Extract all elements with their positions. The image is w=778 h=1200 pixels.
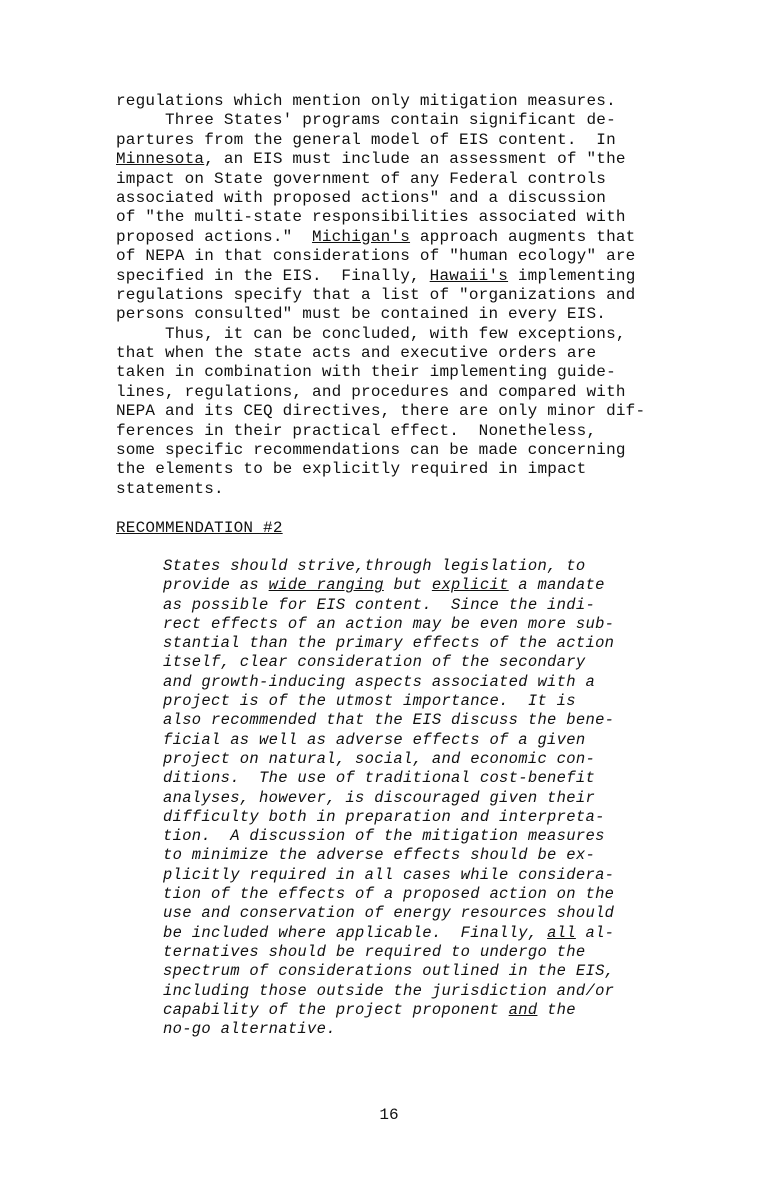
text-segment: analyses, however, is discouraged given their	[163, 788, 596, 807]
text-line	[163, 576, 683, 595]
text-line	[116, 170, 696, 189]
text-line	[116, 363, 696, 382]
text-line	[163, 789, 683, 808]
text-line	[116, 131, 696, 150]
text-line	[163, 634, 683, 653]
text-segment: stantial than the primary effects of the action	[163, 634, 615, 653]
text-line	[116, 402, 696, 421]
text-segment: provide as	[163, 576, 269, 595]
text-line	[163, 982, 683, 1001]
text-segment: tion. A discussion of the mitigation measures	[163, 827, 605, 846]
text-segment: spectrum of considerations outlined in the EIS,	[163, 962, 615, 981]
text-segment: of NEPA in that considerations of "human ecology" are	[116, 247, 636, 266]
text-segment: no-go alternative.	[163, 1020, 336, 1039]
text-segment: also recommended that the EIS discuss the bene-	[163, 711, 615, 730]
text-segment: lines, regulations, and procedures and compared with	[116, 382, 626, 401]
underlined-text: all	[547, 923, 576, 942]
text-line	[163, 711, 683, 730]
text-line	[116, 441, 696, 460]
text-segment: be included where applicable. Finally,	[163, 923, 548, 942]
text-line	[163, 673, 683, 692]
text-line	[116, 344, 696, 363]
text-segment: tion of the effects of a proposed action on the	[163, 885, 615, 904]
text-line	[116, 460, 696, 479]
text-line	[116, 286, 696, 305]
text-segment: States should strive,through legislation, to	[163, 557, 586, 575]
text-line	[116, 325, 696, 344]
text-line	[163, 692, 683, 711]
text-segment: but	[383, 576, 432, 595]
text-segment: a mandate	[508, 576, 605, 595]
underlined-text: Hawaii's	[429, 266, 509, 285]
text-segment: the elements to be explicitly required in impact	[116, 460, 587, 479]
text-segment: ferences in their practical effect. Nonetheless,	[116, 421, 597, 440]
text-segment: al-	[575, 923, 615, 942]
text-segment: project is of the utmost importance. It is	[163, 692, 576, 711]
text-segment: , an EIS must include an assessment of "the	[204, 150, 626, 169]
text-line	[116, 422, 696, 441]
text-line	[163, 962, 683, 981]
text-line	[116, 208, 696, 227]
recommendation-text	[163, 557, 683, 1039]
text-segment: rect effects of an action may be even more sub-	[163, 614, 615, 633]
text-line	[116, 305, 696, 324]
text-segment: of "the multi-state responsibilities associated with	[116, 208, 626, 227]
text-line	[116, 111, 696, 130]
text-line	[163, 596, 683, 615]
text-segment: ditions. The use of traditional cost-benefit	[163, 769, 596, 788]
text-segment: capability of the project proponent	[163, 1000, 509, 1019]
text-line	[163, 653, 683, 672]
text-segment: regulations which mention only mitigation measures.	[116, 92, 616, 110]
text-segment: itself, clear consideration of the secondary	[163, 653, 586, 672]
underlined-text: and	[508, 1000, 538, 1019]
body-text	[116, 92, 696, 499]
text-line	[163, 769, 683, 788]
text-segment: regulations specify that a list of "organizations and	[116, 285, 636, 304]
text-line	[163, 885, 683, 904]
text-segment: taken in combination with their implementing guide-	[116, 363, 616, 382]
text-segment: some specific recommendations can be made concerning	[116, 441, 626, 460]
text-line	[116, 480, 696, 499]
page-number: 16	[379, 1106, 399, 1124]
text-segment: proposed actions."	[116, 227, 313, 246]
text-segment: Three States' programs contain significant de-	[116, 111, 616, 130]
text-segment: the	[537, 1000, 576, 1019]
text-line	[163, 750, 683, 769]
text-line	[163, 904, 683, 923]
underlined-text: wide ranging	[268, 576, 384, 595]
text-line	[163, 866, 683, 885]
text-segment: impact on State government of any Federal controls	[116, 169, 607, 188]
underlined-text: Minnesota	[116, 150, 205, 169]
underlined-text: Michigan's	[312, 227, 411, 246]
text-segment: partures from the general model of EIS content. In	[116, 130, 616, 149]
text-line	[163, 731, 683, 750]
text-segment: statements.	[116, 479, 224, 498]
text-segment: NEPA and its CEQ directives, there are only minor dif-	[116, 402, 646, 421]
text-line	[116, 247, 696, 266]
text-line	[116, 228, 696, 247]
text-segment: difficulty both in preparation and interpreta-	[163, 807, 605, 826]
underlined-text: explicit	[431, 576, 509, 595]
text-line	[163, 1001, 683, 1020]
text-segment: Thus, it can be concluded, with few exceptions,	[116, 324, 626, 343]
text-line	[116, 150, 696, 169]
text-segment: specified in the EIS. Finally,	[116, 266, 430, 285]
text-line	[163, 808, 683, 827]
text-segment: that when the state acts and executive orders are	[116, 344, 597, 363]
text-line	[116, 383, 696, 402]
text-segment: to minimize the adverse effects should be ex-	[163, 846, 596, 865]
text-segment: including those outside the jurisdiction and/or	[163, 981, 615, 1000]
text-line	[116, 189, 696, 208]
text-line	[163, 924, 683, 943]
text-line	[116, 267, 696, 286]
text-line	[163, 846, 683, 865]
text-segment: persons consulted" must be contained in every EIS.	[116, 305, 607, 324]
text-segment: implementing	[508, 266, 636, 285]
text-line	[163, 827, 683, 846]
text-line	[116, 92, 696, 111]
text-segment: project on natural, social, and economic con-	[163, 749, 596, 768]
text-line	[163, 557, 683, 576]
text-segment: as possible for EIS content. Since the indi-	[163, 595, 596, 614]
text-segment: approach augments that	[410, 227, 636, 246]
text-segment: and growth-inducing aspects associated with a	[163, 672, 596, 691]
text-segment: associated with proposed actions" and a discussion	[116, 188, 607, 207]
text-line	[163, 943, 683, 962]
text-line	[163, 1020, 683, 1039]
text-line	[163, 615, 683, 634]
text-segment: use and conservation of energy resources should	[163, 904, 615, 923]
text-segment: ficial as well as adverse effects of a given	[163, 730, 586, 749]
text-segment: ternatives should be required to undergo the	[163, 942, 586, 961]
text-segment: plicitly required in all cases while considera-	[163, 865, 615, 884]
recommendation-heading: RECOMMENDATION #2	[116, 519, 283, 537]
